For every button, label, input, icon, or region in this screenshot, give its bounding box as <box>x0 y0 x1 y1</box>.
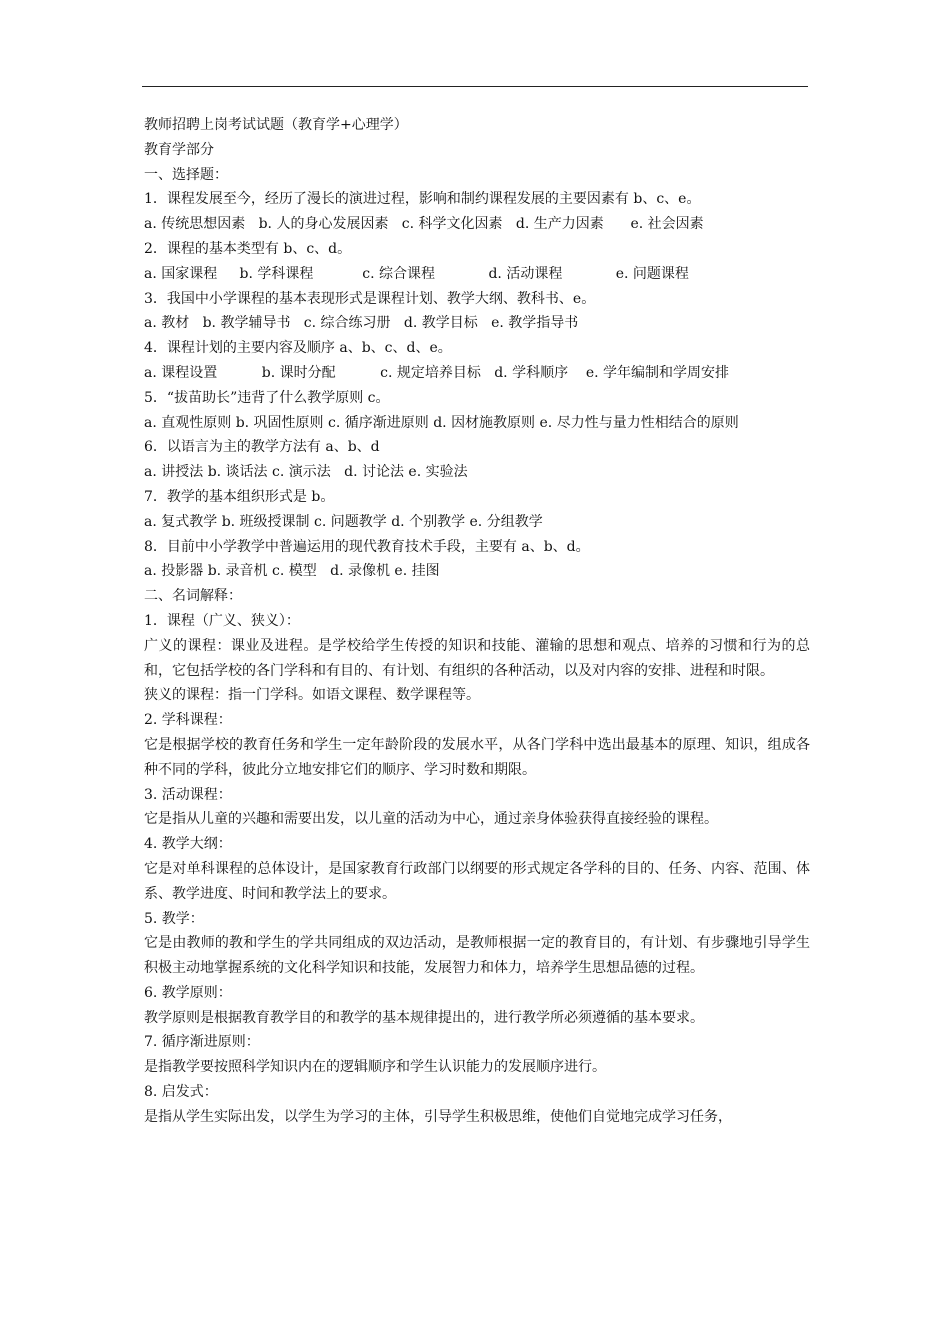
question-3: 3．我国中小学课程的基本表现形式是课程计划、教学大纲、教科书、e。 <box>144 290 596 307</box>
section-heading-terms: 二、名词解释： <box>144 588 242 605</box>
term-2-definition: 它是根据学校的教育任务和学生一定年龄阶段的发展水平，从各门学科中选出最基本的原理、知识，组成各种不同的学科，彼此分立地安排它们的顺序、学习时数和期限。 <box>144 736 810 778</box>
question-1-options: a. 传统思想因素 b. 人的身心发展因素 c. 科学文化因素 d. 生产力因素 e. 社会因素 <box>144 216 704 233</box>
question-1: 1．课程发展至今，经历了漫长的演进过程，影响和制约课程发展的主要因素有 b、c、e。 <box>144 191 701 208</box>
document-body <box>144 113 810 1130</box>
term-1-narrow-definition: 狭义的课程：指一门学科。如语文课程、数学课程等。 <box>144 687 480 704</box>
question-8-options: a. 投影器 b. 录音机 c. 模型 d. 录像机 e. 挂图 <box>144 563 440 580</box>
term-5-definition: 它是由教师的教和学生的学共同组成的双边活动，是教师根据一定的教育目的，有计划、有步骤地引导学生积极主动地掌握系统的文化科学知识和技能，发展智力和体力，培养学生思想品德的过程。 <box>144 935 810 977</box>
term-1-broad-definition: 广义的课程：课业及进程。是学校给学生传授的知识和技能、灌输的思想和观点、培养的习惯和行为的总和，它包括学校的各门学科和有目的、有计划、有组织的各种活动，以及对内容的安排、进程和时限。 <box>144 637 810 679</box>
question-5-options: a. 直观性原则 b. 巩固性原则 c. 循序渐进原则 d. 因材施教原则 e. 尽力性与量力性相结合的原则 <box>144 414 739 431</box>
term-3-heading: 3. 活动课程： <box>144 786 232 803</box>
question-4: 4．课程计划的主要内容及顺序 a、b、c、d、e。 <box>144 340 452 357</box>
part-heading: 教育学部分 <box>144 141 214 158</box>
question-5: 5．“拔苗助长”违背了什么教学原则 c。 <box>144 389 390 406</box>
question-7-options: a. 复式教学 b. 班级授课制 c. 问题教学 d. 个别教学 e. 分组教学 <box>144 513 543 530</box>
question-6: 6．以语言为主的教学方法有 a、b、d <box>144 439 380 456</box>
question-6-options: a. 讲授法 b. 谈话法 c. 演示法 d. 讨论法 e. 实验法 <box>144 464 468 481</box>
term-7-definition: 是指教学要按照科学知识内在的逻辑顺序和学生认识能力的发展顺序进行。 <box>144 1059 606 1076</box>
question-3-options: a. 教材 b. 教学辅导书 c. 综合练习册 d. 教学目标 e. 教学指导书 <box>144 315 579 332</box>
term-3-definition: 它是指从儿童的兴趣和需要出发，以儿童的活动为中心，通过亲身体验获得直接经验的课程。 <box>144 811 718 828</box>
term-8-heading: 8. 启发式： <box>144 1084 218 1101</box>
question-2-options: a. 国家课程 b. 学科课程 c. 综合课程 d. 活动课程 e. 问题课程 <box>144 265 689 282</box>
term-6-definition: 教学原则是根据教育教学目的和教学的基本规律提出的，进行教学所必须遵循的基本要求。 <box>144 1009 704 1026</box>
term-7-heading: 7. 循序渐进原则： <box>144 1034 260 1051</box>
term-2-heading: 2. 学科课程： <box>144 712 232 729</box>
document-title: 教师招聘上岗考试试题（教育学+心理学） <box>144 117 408 133</box>
term-8-definition: 是指从学生实际出发，以学生为学习的主体，引导学生积极思维，使他们自觉地完成学习任务， <box>144 1108 732 1125</box>
term-4-definition: 它是对单科课程的总体设计，是国家教育行政部门以纲要的形式规定各学科的目的、任务、内容、范围、体系、教学进度、时间和教学法上的要求。 <box>144 860 810 902</box>
term-6-heading: 6. 教学原则： <box>144 984 232 1001</box>
question-4-options: a. 课程设置 b. 课时分配 c. 规定培养目标 d. 学科顺序 e. 学年编制和学周安排 <box>144 364 730 381</box>
term-1-heading: 1．课程（广义、狭义）： <box>144 612 300 629</box>
question-7: 7．教学的基本组织形式是 b。 <box>144 488 335 505</box>
header-rule <box>142 86 808 87</box>
question-8: 8．目前中小学教学中普遍运用的现代教育技术手段，主要有 a、b、d。 <box>144 538 590 555</box>
section-heading-choice: 一、选择题： <box>144 166 228 183</box>
term-5-heading: 5. 教学： <box>144 910 204 927</box>
question-2: 2．课程的基本类型有 b、c、d。 <box>144 240 352 257</box>
term-4-heading: 4. 教学大纲： <box>144 836 232 853</box>
